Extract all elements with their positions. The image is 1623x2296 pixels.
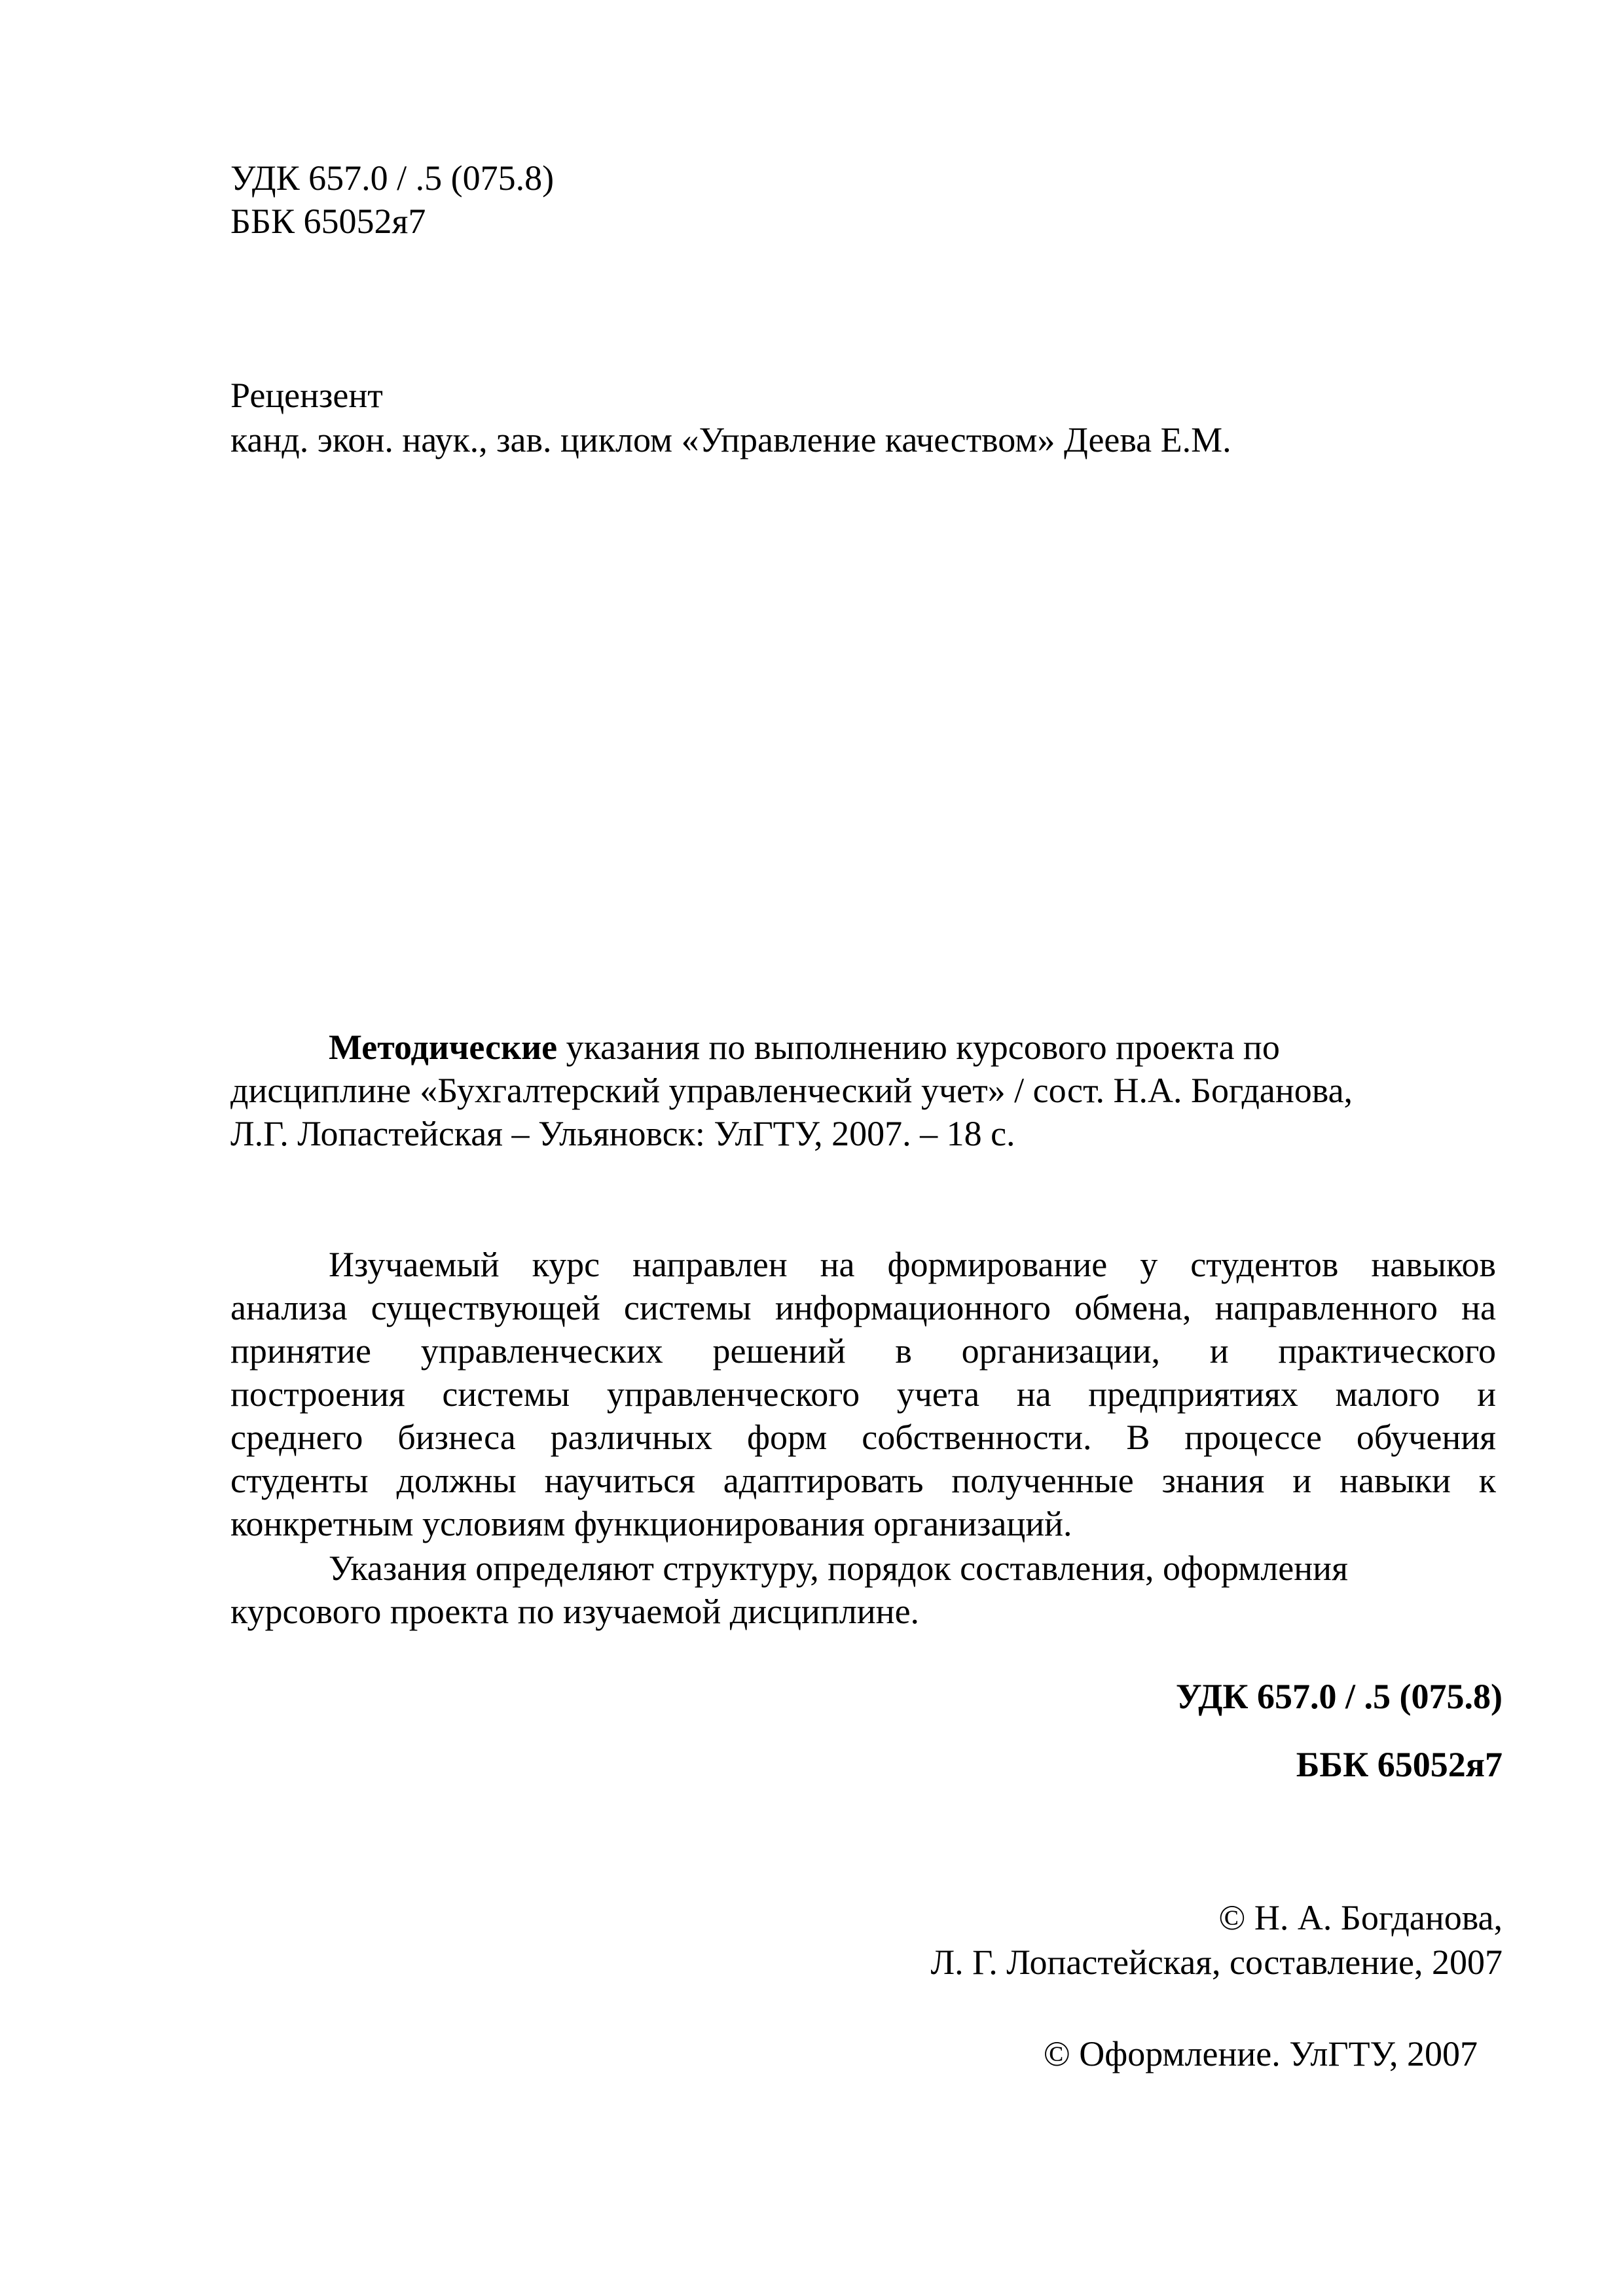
abstract-p2-line-2: курсового проекта по изучаемой дисциплине. — [230, 1592, 920, 1631]
copyright-design: © Оформление. УлГТУ, 2007 — [1043, 2034, 1478, 2073]
reviewer-label: Рецензент — [230, 376, 383, 415]
footer-bbk-code: ББК 65052я7 — [1296, 1745, 1503, 1784]
copyright-authors-line-2: Л. Г. Лопастейская, составление, 2007 — [930, 1943, 1503, 1982]
abstract-p1-line-1: Изучаемый курс направлен на формирование у студентов навыков — [329, 1245, 1496, 1284]
abstract-p1-line-3: принятие управленческих решений в организации, и практического — [230, 1331, 1496, 1371]
abstract-p1-line-7: конкретным условиям функционирования организаций. — [230, 1504, 1072, 1543]
citation-title-bold: Методические — [329, 1028, 558, 1067]
abstract-p1-line-5: среднего бизнеса различных форм собственности. В процессе обучения — [230, 1418, 1496, 1457]
abstract-p2-line-1: Указания определяют структуру, порядок составления, оформления — [329, 1549, 1348, 1588]
copyright-authors-line-1: © Н. А. Богданова, — [1218, 1898, 1503, 1937]
abstract-p1-line-6: студенты должны научиться адаптировать полученные знания и навыки к — [230, 1461, 1496, 1500]
citation-line-1-rest: указания по выполнению курсового проекта по — [557, 1028, 1280, 1067]
footer-udk-code: УДК 657.0 / .5 (075.8) — [1176, 1677, 1503, 1716]
header-bbk-code: ББК 65052я7 — [230, 202, 426, 241]
citation-line-3: Л.Г. Лопастейская – Ульяновск: УлГТУ, 2007. – 18 с. — [230, 1114, 1015, 1153]
abstract-p1-line-4: построения системы управленческого учета на предприятиях малого и — [230, 1374, 1496, 1414]
abstract-p1-line-2: анализа существующей системы информационного обмена, направленного на — [230, 1288, 1496, 1327]
citation-line-1 — [329, 1026, 1280, 1068]
citation-line-2: дисциплине «Бухгалтерский управленческий учет» / сост. Н.А. Богданова, — [230, 1071, 1353, 1110]
reviewer-details: канд. экон. наук., зав. циклом «Управление качеством» Деева Е.М. — [230, 420, 1231, 459]
header-udk-code: УДК 657.0 / .5 (075.8) — [230, 158, 555, 198]
